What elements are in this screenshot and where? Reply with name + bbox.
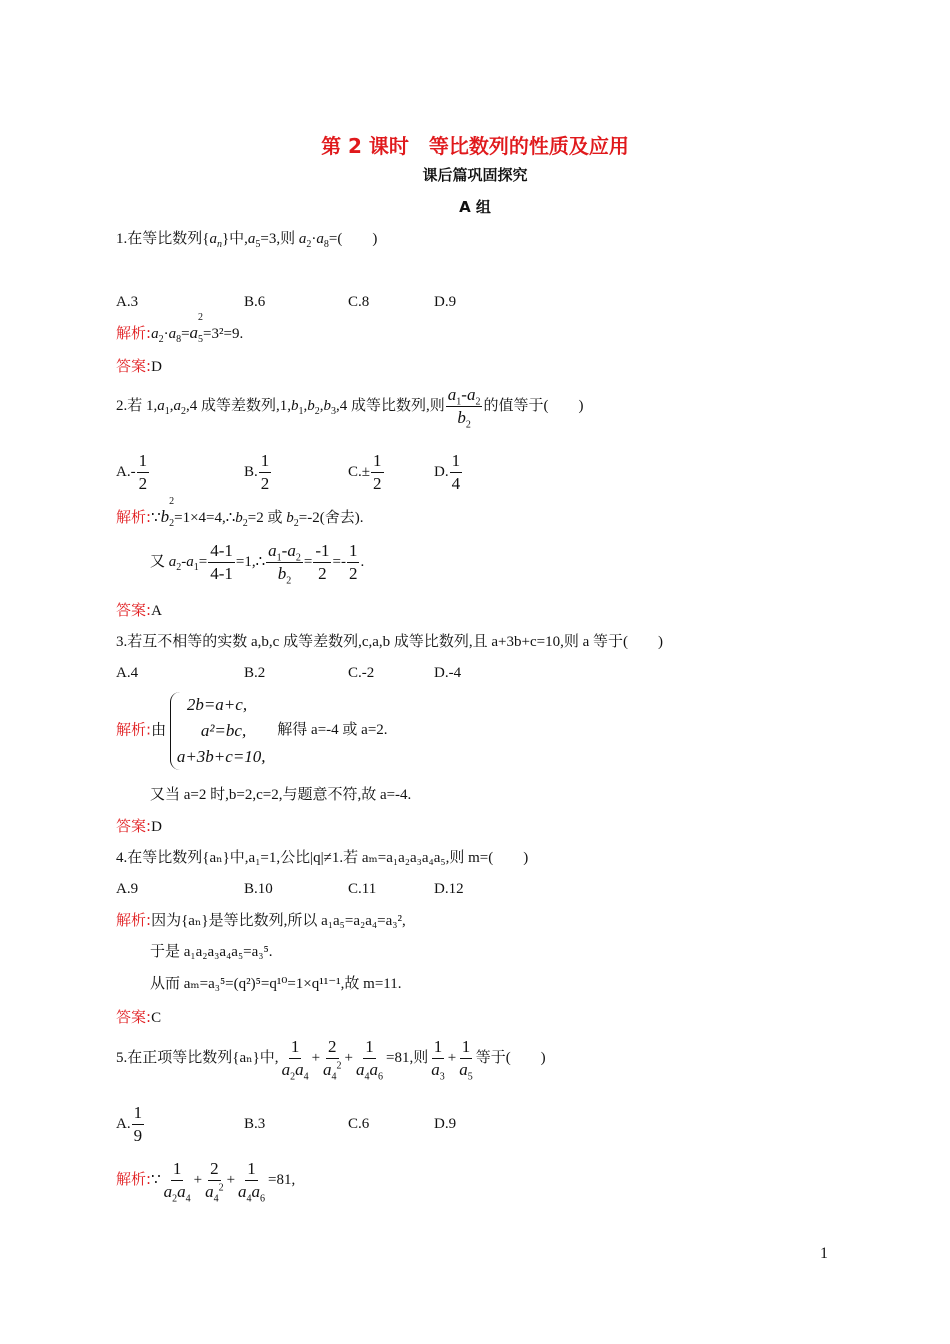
question-2-answer: 答案:A	[116, 601, 162, 619]
equation-system: 2b=a+c, a²=bc, a+3b+c=10,	[170, 692, 266, 770]
question-4-options	[116, 878, 464, 900]
option-c: C.-2	[348, 665, 375, 681]
option-c: C.11	[348, 881, 377, 897]
question-2-options	[116, 452, 463, 493]
option-d: D.-4	[434, 665, 462, 681]
question-2-analysis: 解析:∵b $_{2 2}=1\times 4=4,\therefore b_2=2$ 或 $b_2=-2$(舍去).	[116, 496, 364, 529]
question-1-stem: 1.在等比数列$\{a_n\}$中$,a_5=3$,则 $a_2\cdot a_8=$( )	[116, 231, 378, 250]
option-c: C.6	[348, 1115, 370, 1132]
option-b: B.6	[244, 294, 266, 310]
question-3-analysis-2: 又当 a=2 时,b=2,c=2,与题意不符,故 a=-4.	[150, 787, 412, 803]
question-2-analysis-2: 又 $a_2-a_1=$ $\frac{4-1}{4-1}$ =1,∴ $\frac{a_1-a_2}{b_2}$ = $\frac{-1}{2}$ =- $\frac{1}{2}$ .	[150, 541, 365, 587]
option-d: D.12	[434, 881, 464, 897]
option-a: A.3	[116, 294, 139, 310]
question-3-stem: 3.若互不相等的实数 a,b,c 成等差数列,c,a,b 成等比数列,且 a+3b+c=10,则 a 等于( )	[116, 634, 663, 650]
section-subtitle: 课后篇巩固探究	[422, 166, 528, 184]
question-2-stem: 2.若 $1,a_1,a_2,4$ 成等差数列$,1,b_1,b_2,b_3,4$ 成等比数列,则 $\frac{a_1-a_2}{b_2}$ 的值等于( )	[116, 385, 584, 431]
question-5-options	[116, 1104, 456, 1145]
option-d: D.9	[434, 294, 457, 310]
option-b: B. $\frac{1}{2}$	[244, 451, 270, 493]
group-label: A 组	[459, 198, 491, 216]
option-a: A.4	[116, 665, 139, 681]
question-4-answer: 答案:C	[116, 1008, 162, 1026]
question-4-analysis-2: 于是 a₁a₂a₃a₄a₅=a₃⁵.	[150, 944, 273, 960]
question-5-analysis: 解析:∵ $\frac{1}{a_2a_4}$ + $\frac{2}{a_4^2}$ + $\frac{1}{a_4a_6}$ =81,	[116, 1159, 296, 1205]
option-d: D.9	[434, 1115, 457, 1132]
option-d: D. $\frac{1}{4}$	[434, 451, 461, 493]
option-b: B.10	[244, 881, 273, 897]
question-1-analysis: 解析$:a_2\cdot a_8=a$ $_{2 5}$=3²=9.	[116, 312, 244, 345]
option-a: A.- $\frac{1}{2}$	[116, 451, 148, 493]
question-3-options	[116, 662, 461, 684]
question-4-analysis-3: 从而 aₘ=a₃⁵=(q²)⁵=q¹⁰=1×q¹¹⁻¹,故 m=11.	[150, 976, 402, 992]
question-1-options	[116, 291, 456, 313]
option-b: B.2	[244, 665, 266, 681]
question-1-answer: 答案:D	[116, 357, 162, 375]
question-3-analysis: 解析:由 2b=a+c, a²=bc, a+3b+c=10, 解得 a=-4 或 a=2.	[116, 692, 388, 770]
question-4-analysis: 解析:因为{aₙ}是等比数列,所以 a₁a₅=a₂a₄=a₃²,	[116, 911, 406, 929]
option-b: B.3	[244, 1115, 266, 1132]
option-c: C.8	[348, 294, 370, 310]
question-4-stem: 4.在等比数列{aₙ}中,a₁=1,公比|q|≠1.若 aₘ=a₁a₂a₃a₄a₅,则 m=( )	[116, 850, 529, 866]
option-a: A. $\frac{1}{9}$	[116, 1103, 143, 1145]
page-title: 第 2 课时 等比数列的性质及应用	[321, 134, 629, 158]
question-5-stem: 5.在正项等比数列{aₙ}中, $\frac{1}{a_2a_4}$ + $\frac{2}{a_4^2}$ + $\frac{1}{a_4a_6}$ =81,则 $\frac{1}{a_3}$ + $\frac{1}{a_5}$ 等于( )	[116, 1037, 546, 1083]
question-3-answer: 答案:D	[116, 817, 162, 835]
page-number: 1	[820, 1245, 828, 1262]
option-c: C.± $\frac{1}{2}$	[348, 451, 382, 493]
option-a: A.9	[116, 881, 139, 897]
